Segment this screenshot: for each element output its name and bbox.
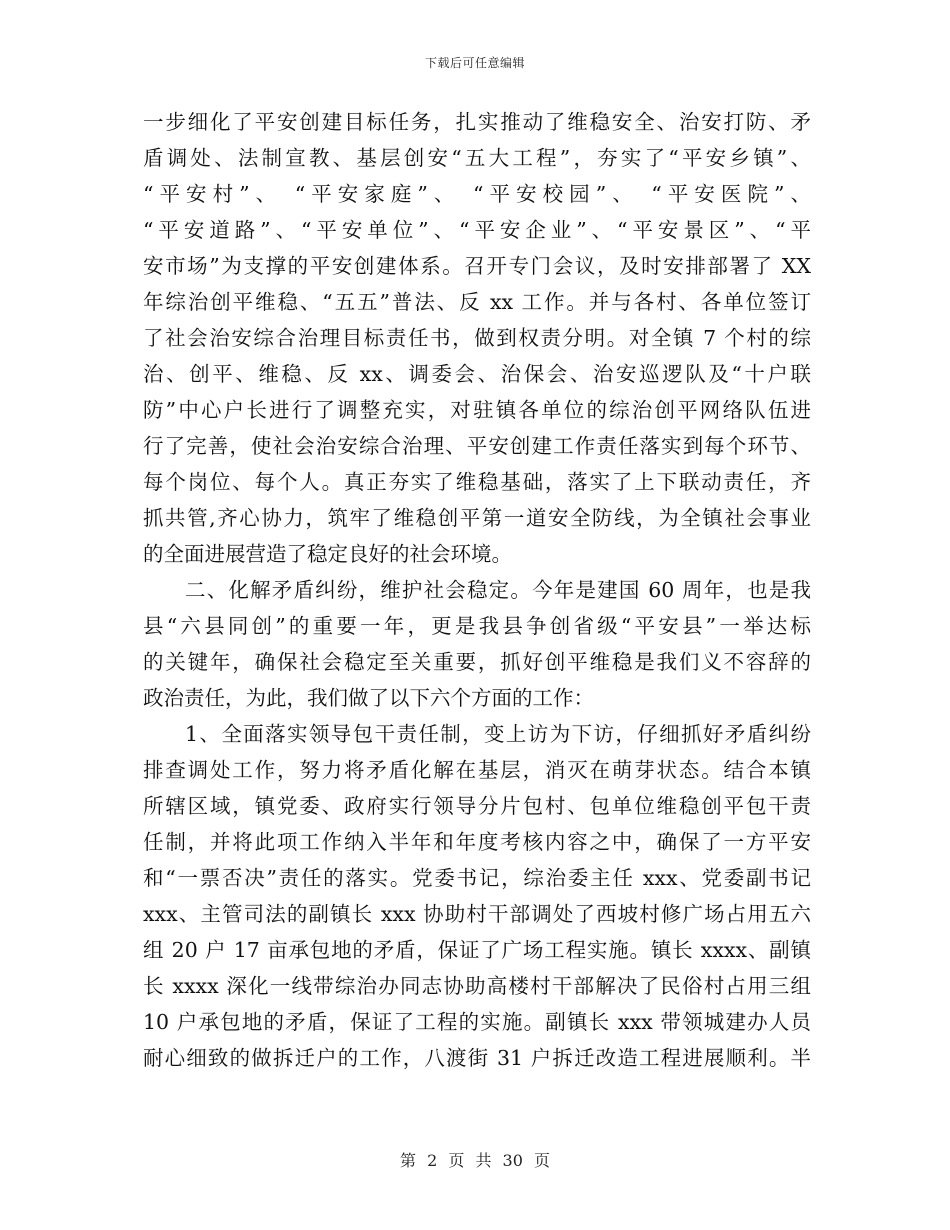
text-line: 每个岗位、每个人。真正夯实了维稳基础，落实了上下联动责任，齐 <box>143 470 811 494</box>
text-line: 治、创平、维稳、反 xx、调委会、治保会、治安巡逻队及“十户联 <box>143 362 811 386</box>
text-line: 和“一票否决”责任的落实。党委书记，综治委主任 xxx、党委副书记 <box>143 866 811 890</box>
text-line: 安市场”为支撑的平安创建体系。召开专门会议，及时安排部署了 XX <box>143 254 811 278</box>
text-line: “平安道路”、“平安单位”、“平安企业”、“平安景区”、“平 <box>143 218 811 242</box>
text-line: 耐心细致的做拆迁户的工作，八渡街 31 户拆迁改造工程进展顺利。半 <box>143 1046 811 1070</box>
text-line: 一步细化了平安创建目标任务，扎实推动了维稳安全、治安打防、矛 <box>143 110 811 134</box>
text-line: 抓共管,齐心协力，筑牢了维稳创平第一道安全防线，为全镇社会事业 <box>143 506 811 530</box>
text-line: 县“六县同创”的重要一年，更是我县争创省级“平安县”一举达标 <box>143 614 811 638</box>
page-number-footer: 第 2 页 共 30 页 <box>400 1151 550 1170</box>
text-line: 二、化解矛盾纠纷，维护社会稳定。今年是建国 60 周年，也是我 <box>185 578 811 602</box>
text-line: 防”中心户长进行了调整充实，对驻镇各单位的综治创平网络队伍进 <box>143 398 811 422</box>
text-line: “平安村”、 “平安家庭”、 “平安校园”、 “平安医院”、 <box>143 182 811 206</box>
text-line: 任制，并将此项工作纳入半年和年度考核内容之中，确保了一方平安 <box>143 830 811 854</box>
text-line: xxx、主管司法的副镇长 xxx 协助村干部调处了西坡村修广场占用五六 <box>143 902 811 926</box>
text-line: 10 户承包地的矛盾，保证了工程的实施。副镇长 xxx 带领城建办人员 <box>143 1010 811 1034</box>
text-line: 年综治创平维稳、“五五”普法、反 xx 工作。并与各村、各单位签订 <box>143 290 811 314</box>
page-header: 下载后可任意编辑 <box>424 56 525 70</box>
text-line: 盾调处、法制宣教、基层创安“五大工程”，夯实了“平安乡镇”、 <box>143 146 811 170</box>
text-line: 1、全面落实领导包干责任制，变上访为下访，仔细抓好矛盾纠纷 <box>185 722 811 746</box>
text-line: 组 20 户 17 亩承包地的矛盾，保证了广场工程实施。镇长 xxxx、副镇 <box>143 938 811 962</box>
text-line: 排查调处工作，努力将矛盾化解在基层，消灭在萌芽状态。结合本镇 <box>143 758 811 782</box>
text-line: 的关键年，确保社会稳定至关重要，抓好创平维稳是我们义不容辞的 <box>143 650 811 674</box>
text-line: 了社会治安综合治理目标责任书，做到权责分明。对全镇 7 个村的综 <box>143 326 811 350</box>
text-line: 所辖区域，镇党委、政府实行领导分片包村、包单位维稳创平包干责 <box>143 794 811 818</box>
document-body <box>143 104 811 1076</box>
text-line: 行了完善，使社会治安综合治理、平安创建工作责任落实到每个环节、 <box>143 434 811 458</box>
text-line: 长 xxxx 深化一线带综治办同志协助高楼村干部解决了民俗村占用三组 <box>143 974 811 998</box>
text-line: 的全面进展营造了稳定良好的社会环境。 <box>143 542 512 566</box>
text-line: 政治责任，为此，我们做了以下六个方面的工作： <box>143 686 594 710</box>
